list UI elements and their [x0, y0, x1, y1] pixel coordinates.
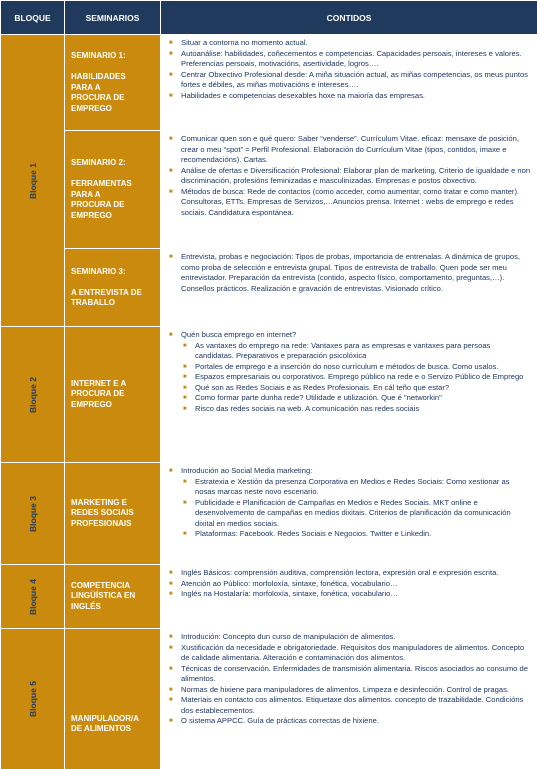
title-line: LINGÜÍSTICA EN: [71, 591, 136, 601]
title-line: PROFESIONAIS: [71, 518, 132, 528]
title-line: [71, 277, 152, 288]
sub-list-item: ■ Plataformas: Facebook. Redes Sociais e Negocios. Twitter e Linkedin.: [183, 529, 531, 540]
sub-list-item: ■ As vantaxes do emprego na rede: Vantaxes para as empresas e vantaxes para persoas candidatas. Preparativos e preparación psicolóxica: [183, 341, 531, 362]
sub-list-item: ■ Publicidade e Planificación de Campañas en Medios e Redes Sociais. MKT online e desenvolvemento de campañas en medios dixitais. Criterios de planificación da comunicación dixital en medios sociais.: [183, 498, 531, 530]
table-row: [1, 249, 537, 327]
table-row: [1, 131, 537, 249]
title-line: COMPETENCIA: [71, 580, 131, 590]
title-line: TRABALLO: [71, 298, 115, 307]
table-row: [1, 463, 537, 565]
sub-list-item: ■ Qué son as Redes Sociais e as Redes Profesionais. En cál teño que estar?: [183, 383, 531, 394]
list-item: ■ Materiais en contacto cos alimentos. Etiquetaxe dos alimentos. concepto de trazabilidade. Condicións dos establecementos.: [169, 695, 531, 716]
title-line: EMPREGO: [71, 399, 112, 409]
list-item: ■ Técnicas de conservación. Enfermidades de transmisión alimentaria. Riscos asociados ao consumo de alimentos.: [169, 664, 531, 685]
list-item: ■ Comunicar quen son e qué quero: Saber “venderse”. Currículum Vitae. eficaz: mensaxe de posición, crear o meu “spot” = Perfil Profesional. Elaboración do Currículum Vitae (tipos, contidos, imaxe e recomendacións). Cartas.: [169, 134, 531, 166]
sub-list-item: ■ Portales de emprego e a inserción do noso currículum e métodos de busca. Como usalos.: [183, 362, 531, 373]
sub-list-item: ■ Como formar parte dunha rede? Utilidade e utilización. Que é "networkin": [183, 393, 531, 404]
list-item: ■ Análise de ofertas e Diversificación Profesional: Elaborar plan de marketing, Criterio de igualdade e non discriminación, profesións feminizadas e masculinizadas. Empresas e postos obxectivo.: [169, 166, 531, 187]
contidos-cell: [161, 629, 537, 769]
list-item: ■ Normas de hixiene para manipuladores de alimentos. Limpeza e desinfección. Control de pragas.: [169, 685, 531, 696]
sub-list-item: ■ Estratexia e Xestión da presenza Corporativa en Medios e Redes Sociais: Como xestionar as nosas marcas neste novo escenario.: [183, 477, 531, 498]
list-item: ■ Introdución: Concepto dun curso de manipulación de alimentos.: [169, 632, 531, 643]
list-item: ■ Autoanálise: habilidades, coñecementos e competencias. Capacidades persoais, intereses e valores. Preferencias persoais, motivacións, asertividade, logros….: [169, 49, 531, 70]
title-line: PROCURA DE: [71, 93, 125, 102]
title-line: EMPREGO: [71, 210, 112, 220]
contidos-cell: [161, 327, 537, 463]
list-item: ■ Situar a contorna no momento actual.: [169, 38, 531, 49]
bloque-label: Bloque 1: [27, 162, 38, 199]
list-item: ■ O sistema APPCC. Guía de prácticas correctas de hixiene.: [169, 716, 531, 727]
bloque-5-cell: [1, 629, 65, 769]
list-item: ■ Métodos de busca: Rede de contactos (como acceder, como aumentar, como tratar e como manter). Consultoras, ETTs. Empresas de Servizos,…Anuncios prensa. Internet : webs de emprego e redes sociais. Candidatura espontánea.: [169, 187, 531, 219]
contidos-cell: [161, 463, 537, 565]
title-line: PARA A: [71, 189, 101, 199]
title-line: INTERNET E A: [71, 378, 127, 388]
header-bloque: BLOQUE: [1, 1, 65, 35]
title-line: [71, 169, 152, 180]
bloque-1-cell: [1, 35, 65, 327]
list-item: ■ Entrevista, probas e negociación: Tipos de probas, importancia de entrenalas. A dinámica de grupos, como proba de selección e entrevista grupal. Tipos de entrevista de traballo. Quen pode ser meu entrevistador. Preparación da entrevista (contido, aspecto físico, comportamento, preguntas,…). Consellos prácticos. Realización e gravación de entrevistas. Visionado crítico.: [169, 252, 531, 294]
title-line: PROCURA DE: [71, 200, 125, 209]
title-line: PARA A: [71, 82, 101, 92]
contidos-cell: [161, 565, 537, 629]
table-row: [1, 327, 537, 463]
header-contidos: CONTIDOS: [161, 1, 537, 35]
seminario-title: [65, 327, 161, 463]
title-line: MANIPULADOR/A: [71, 713, 139, 723]
contidos-cell: [161, 249, 537, 327]
contidos-cell: [161, 35, 537, 131]
table-row: [1, 565, 537, 629]
list-item: ■ Atención ao Público: morfoloxía, sintaxe, fonética, vocabulario…: [169, 579, 531, 590]
list-item: ■ Quén busca emprego en internet?: [169, 330, 531, 341]
title-line: MARKETING E: [71, 497, 127, 507]
title-line: SEMINARIO 3:: [71, 266, 126, 276]
list-item: ■ Xustificación da necesidade e obrigatoriedade. Requisitos dos manipuladores de alimentos. Concepto de calidade alimentaria. Alteración e contaminación dos alimentos.: [169, 643, 531, 664]
list-item: ■ Habilidades e competencias desexables hoxe na maioría das empresas.: [169, 91, 531, 102]
title-line: PROCURA DE: [71, 389, 125, 399]
bloque-label: Bloque 5: [27, 681, 38, 717]
seminario-title: [65, 131, 161, 249]
bloque-label: Bloque 4: [27, 578, 38, 615]
list-item: ■ Inglés na Hostalaría: morfoloxía, sintaxe, fonética, vocabulario…: [169, 589, 531, 600]
seminario-title: [65, 35, 161, 131]
header-row: [1, 1, 537, 35]
table-row: [1, 35, 537, 131]
list-item: ■ Inglés Básicos: comprensión auditiva, comprensión lectora, expresión oral e expresión escrita.: [169, 568, 531, 579]
title-line: SEMINARIO 2:: [71, 158, 126, 167]
header-seminarios: SEMINARIOS: [65, 1, 161, 35]
seminario-title: [65, 565, 161, 629]
title-line: REDES SOCIAIS: [71, 508, 134, 518]
title-line: FERRAMENTAS: [71, 179, 132, 188]
seminario-title: [65, 249, 161, 327]
bloque-4-cell: [1, 565, 65, 629]
title-line: A ENTREVISTA DE: [71, 287, 142, 297]
seminario-title: [65, 463, 161, 565]
title-line: EMPREGO: [71, 103, 112, 113]
title-line: DE ALIMENTOS: [71, 724, 132, 733]
bloque-label: Bloque 2: [27, 376, 38, 413]
title-line: SEMINARIO 1:: [71, 51, 126, 60]
bloque-3-cell: [1, 463, 65, 565]
contidos-cell: [161, 131, 537, 249]
title-line: HABILIDADES: [71, 72, 126, 81]
list-item: ■ Centrar Obxectivo Profesional desde: A miña situación actual, as miñas competencias, os meus puntos fortes e débiles, as miñas motivacións e intereses….: [169, 70, 531, 91]
table-row: [1, 629, 537, 769]
sub-list-item: ■ Espazos empresariais ou corporativos. Emprego público na rede e o Servizo Público de Emprego: [183, 372, 531, 383]
bloque-label: Bloque 3: [27, 495, 38, 532]
seminario-title: [65, 629, 161, 769]
title-line: INGLÉS: [71, 601, 101, 611]
sub-list-item: ■ Risco das redes sociais na web. A comunicación nas redes sociais: [183, 404, 531, 415]
title-line: [71, 62, 152, 73]
list-item: ■ Introdución ao Social Media marketing:: [169, 466, 531, 477]
bloque-2-cell: [1, 327, 65, 463]
